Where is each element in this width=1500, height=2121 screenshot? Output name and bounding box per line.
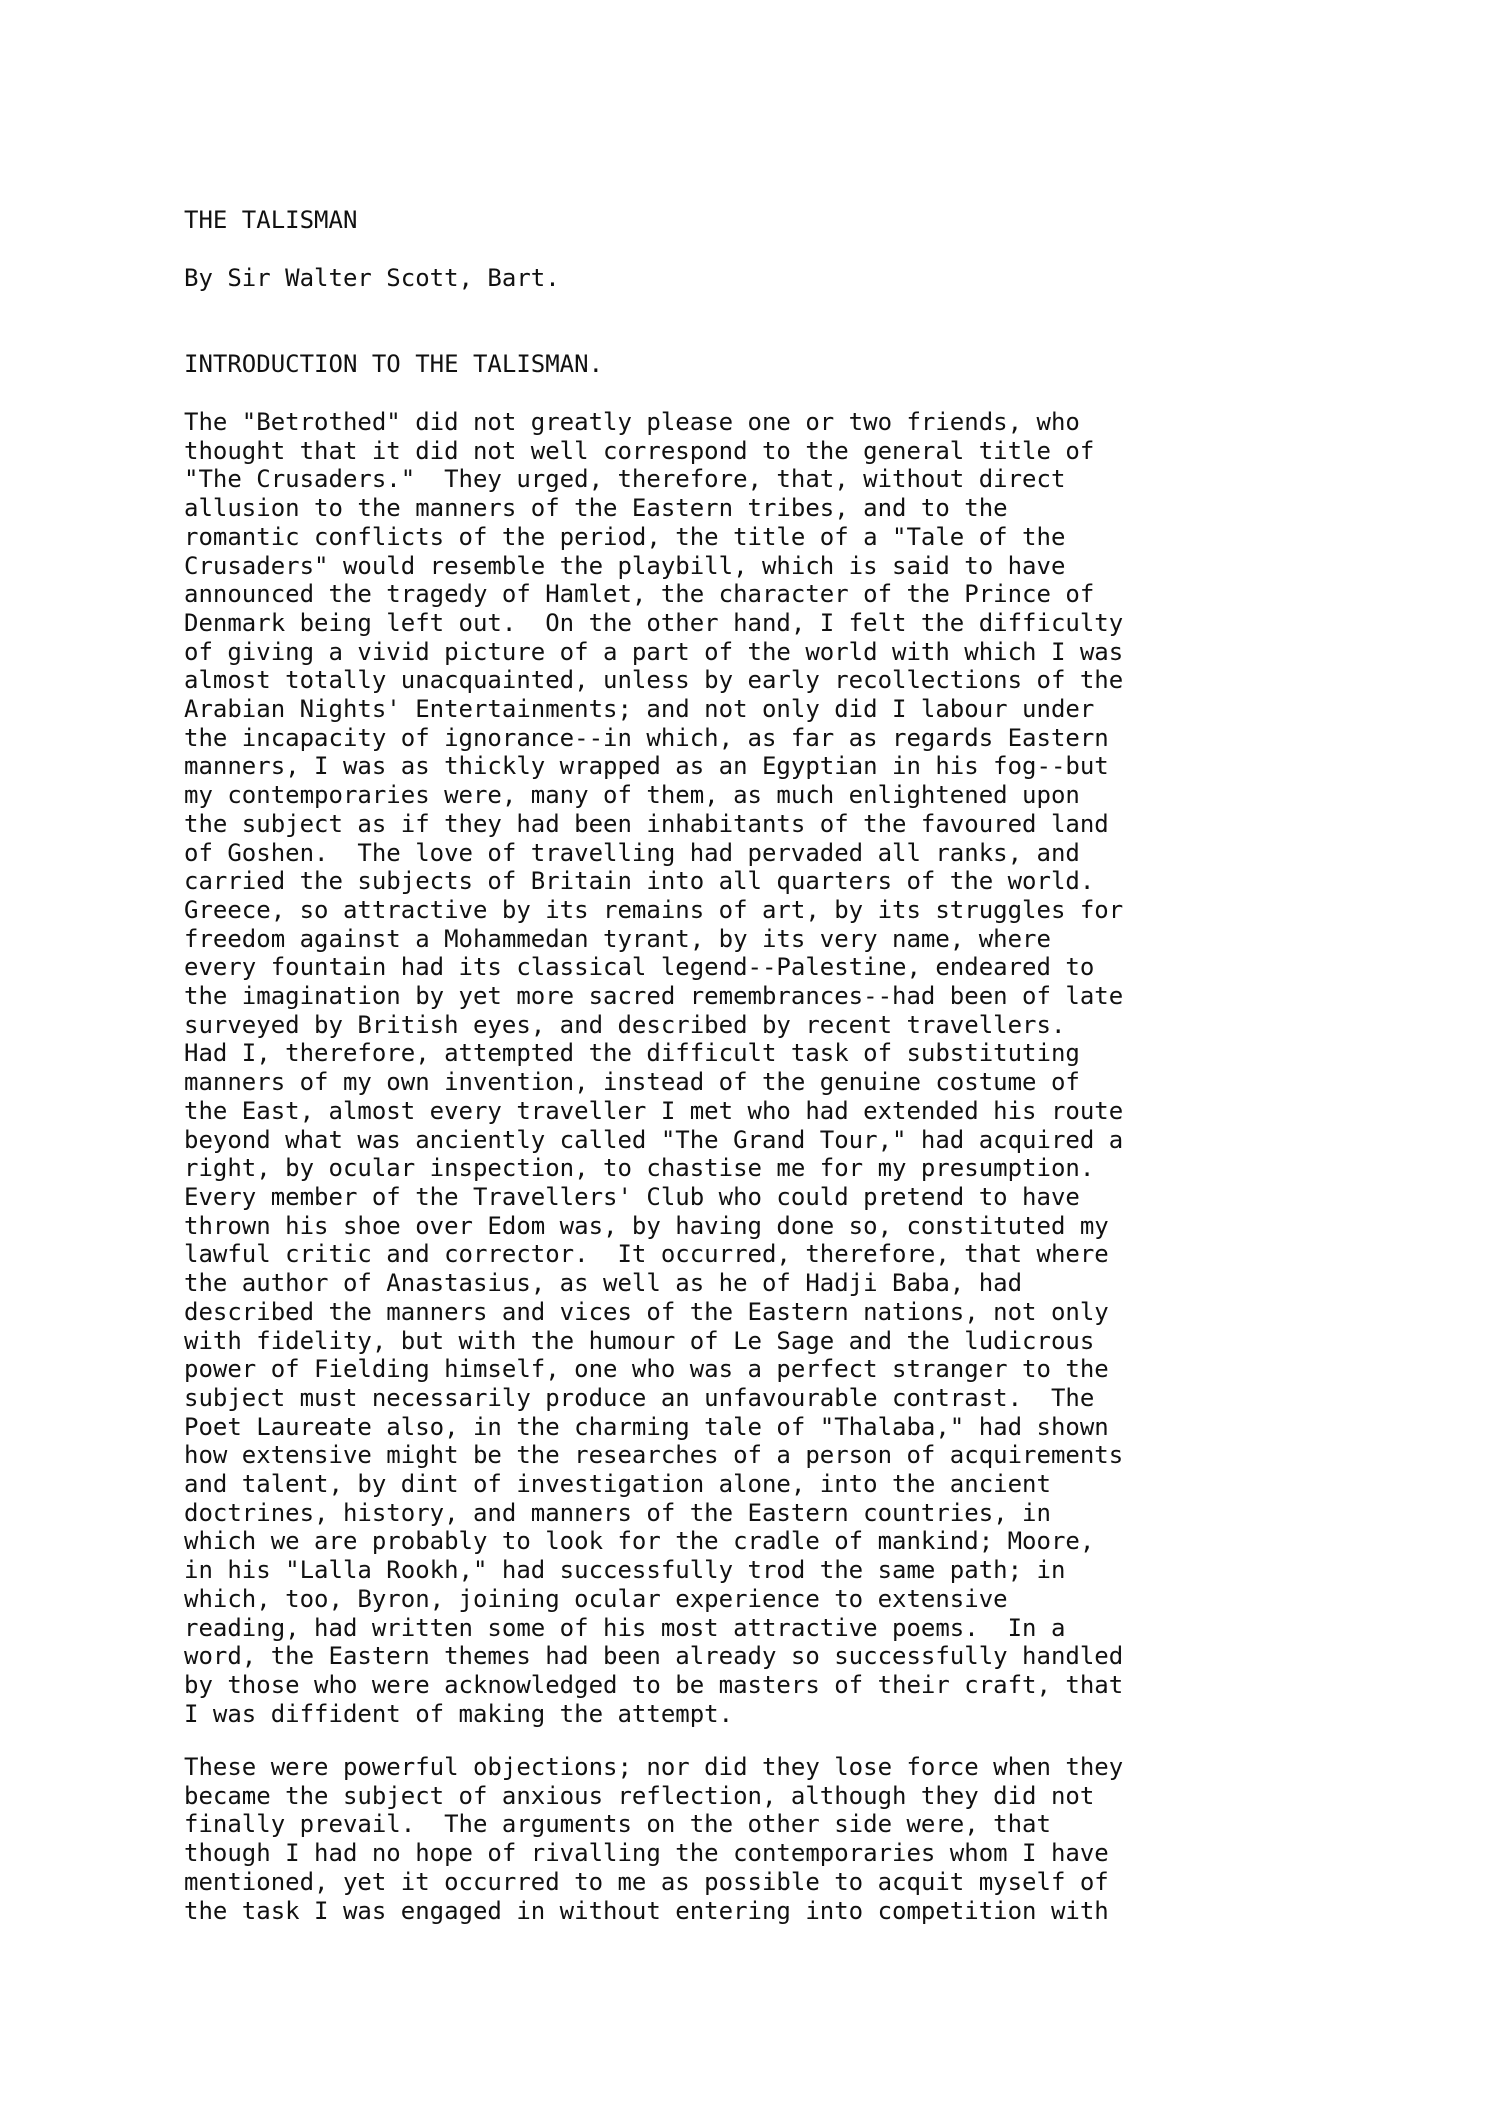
- section-heading: INTRODUCTION TO THE TALISMAN.: [184, 350, 604, 378]
- author-line: By Sir Walter Scott, Bart.: [184, 264, 560, 292]
- paragraph: The "Betrothed" did not greatly please one or two friends, who thought that it did not well correspond to the general title of "The Crusaders." They urged, therefore, that, without direct allusion to the manners of the Eastern tribes, and to the romantic conflicts of the period, the title of a "Tale of the Crusaders" would resemble the playbill, which is said to have announced the tragedy of Hamlet, the character of the Prince of Denmark being left out. On the other hand, I felt the difficulty of giving a vivid picture of a part of the world with which I was almost totally unacquainted, unless by early recollections of the Arabian Nights' Entertainments; and not only did I labour under the incapacity of ignorance--in which, as far as regards Eastern manners, I was as thickly wrapped as an Egyptian in his fog--but my contemporaries were, many of them, as much enlightened upon the subject as if they had been inhabitants of the favoured land of Goshen. The love of travelling had pervaded all ranks, and carried the subjects of Britain into all quarters of the world. Greece, so attractive by its remains of art, by its struggles for freedom against a Mohammedan tyrant, by its very name, where every fountain had its classical legend--Palestine, endeared to the imagination by yet more sacred remembrances--had been of late surveyed by British eyes, and described by recent travellers. Had I, therefore, attempted the difficult task of substituting manners of my own invention, instead of the genuine costume of the East, almost every traveller I met who had extended his route beyond what was anciently called "The Grand Tour," had acquired a right, by ocular inspection, to chastise me for my presumption. Every member of the Travellers' Club who could pretend to have thrown his shoe over Edom was, by having done so, constituted my lawful critic and corrector. It occurred, therefore, that where the author of Anastasius, as well as he of Hadji Baba, had described the manners and vices of the Eastern nations, not only with fidelity, but with the humour of Le Sage and the ludicrous power of Fielding himself, one who was a perfect stranger to the subject must necessarily produce an unfavourable contrast. The Poet Laureate also, in the charming tale of "Thalaba," had shown how extensive might be the researches of a person of acquirements and talent, by dint of investigation alone, into the ancient doctrines, history, and manners of the Eastern countries, in which we are probably to look for the cradle of mankind; Moore, in his "Lalla Rookh," had successfully trod the same path; in which, too, Byron, joining ocular experience to extensive reading, had written some of his most attractive poems. In a word, the Eastern themes had been already so successfully handled by those who were acknowledged to be masters of their craft, that I was diffident of making the attempt.: [184, 408, 1124, 1728]
- book-title: THE TALISMAN: [184, 206, 358, 234]
- paragraph: These were powerful objections; nor did they lose force when they became the subject of anxious reflection, although they did not finally prevail. The arguments on the other side were, that though I had no hope of rivalling the contemporaries whom I have mentioned, yet it occurred to me as possible to acquit myself of the task I was engaged in without entering into competition with: [184, 1753, 1124, 1925]
